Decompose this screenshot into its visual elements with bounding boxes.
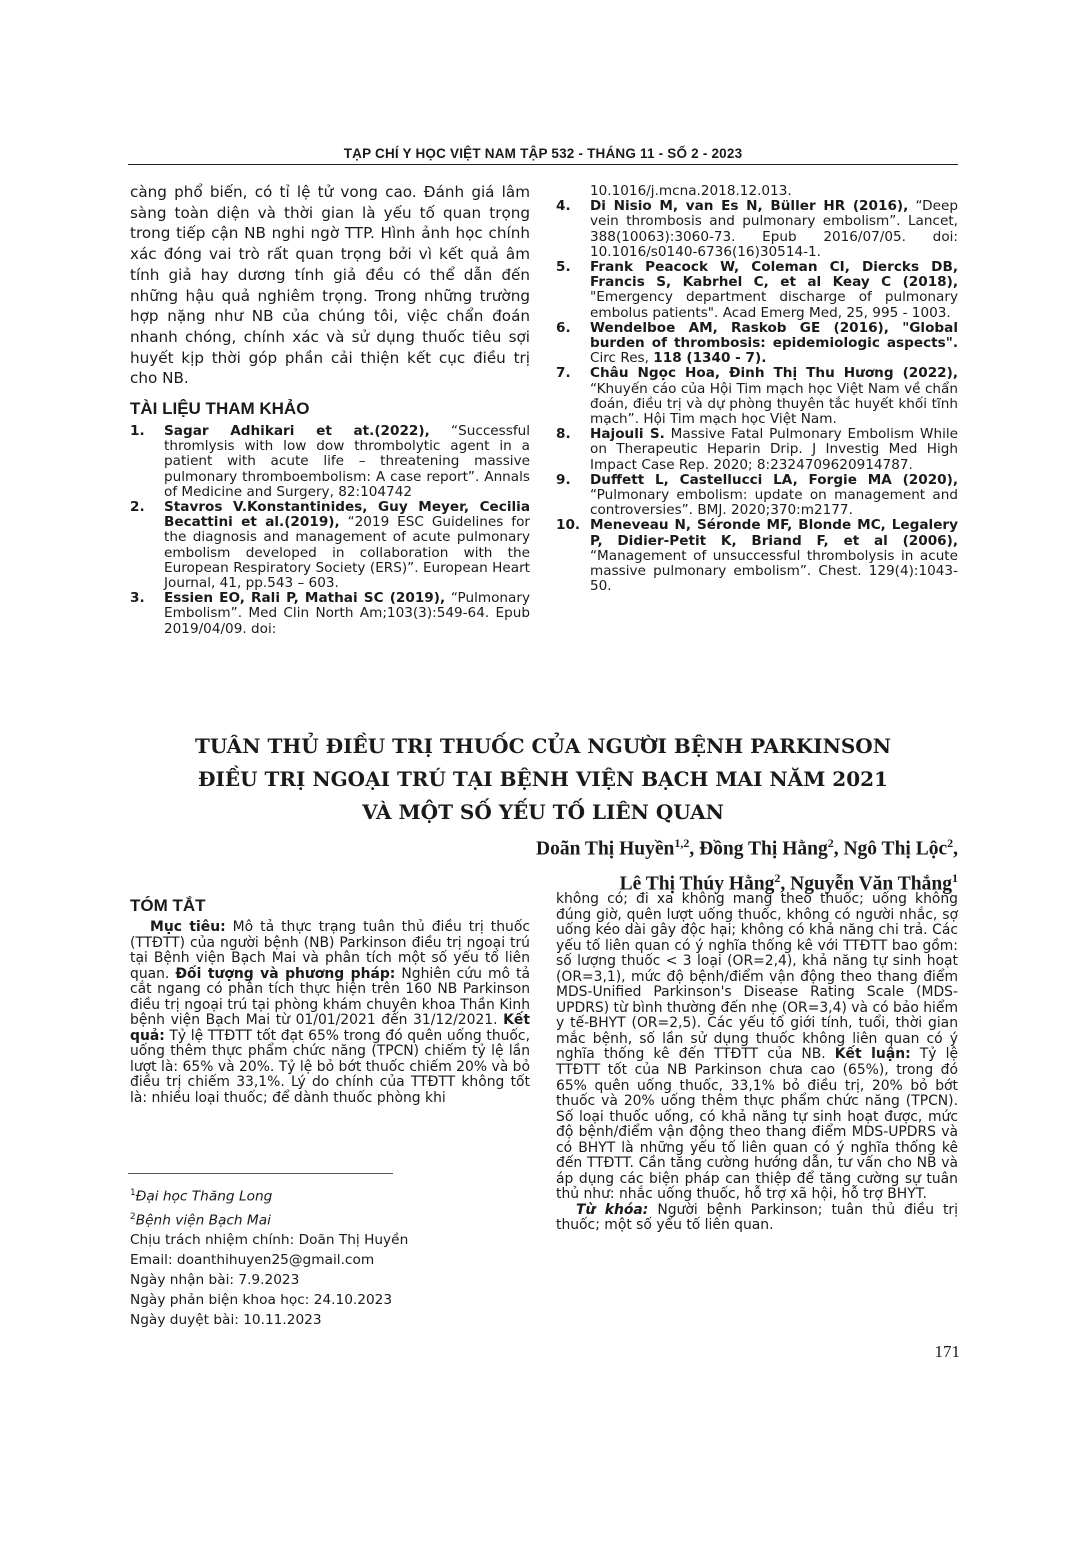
reviewed-date: Ngày phản biện khoa học: 24.10.2023 bbox=[130, 1292, 393, 1309]
article-title-line: ĐIỀU TRỊ NGOẠI TRÚ TẠI BỆNH VIỆN BẠCH MAI NĂM 2021 bbox=[198, 767, 888, 791]
abstract-body: Mục tiêu: Mô tả thực trạng tuân thủ điều trị thuốc (TTĐTT) của người bệnh (NB) Parkinson điều trị ngoại trú tại Bệnh viện Bạch Mai và phân tích một số yếu tố liên quan. Đối tượng và phương pháp: Nghiên cứu mô tả cắt ngang có phân tích thực hiện trên 160 NB Parkinson điều trị ngoại trú tại phòng khám chuyên khoa Thần Kinh bệnh viện Bạch Mai từ 01/01/2021 đến 31/12/2021. Kết quả: Tỷ lệ TTĐTT tốt đạt 65% trong đó quên uống thuốc, uống thêm thực phẩm chức năng (TPCN) chiếm tỷ lệ lần lượt là: 65% và 20%. Tỷ lệ bỏ bớt thuốc chiếm 20% và bỏ điều trị chiếm 33,1%. Lý do chính của TTĐTT không tốt là: nhiều loại thuốc; để dành thuốc phòng khi bbox=[130, 919, 530, 1107]
page-number: 171 bbox=[934, 1342, 960, 1361]
affiliation-1: Đại học Thăng Long bbox=[135, 1188, 273, 1205]
abstract-title: TÓM TẮT bbox=[130, 896, 206, 915]
reference-item: 7. Châu Ngọc Hoa, Đinh Thị Thu Hương (2022), “Khuyến cáo của Hội Tim mạch học Việt Nam về chẩn đoán, điều trị và dự phòng thuyên tắc huyết khối tĩnh mạch”. Hội Tim mạch học Việt Nam. bbox=[556, 365, 958, 428]
intro-paragraph: càng phổ biến, có tỉ lệ tử vong cao. Đánh giá lâm sàng toàn diện và thời gian là yếu tố quan trọng trong tiếp cận NB nghi ngờ TTP. Hình ảnh học chính xác đóng vai trò rất quan trọng bởi vì kết quả âm tính giả hay dương tính giả đều có thể dẫn đến những hậu quả nghiêm trọng. Trong những trường hợp nặng như NB của chúng tôi, việc chẩn đoán nhanh chóng, chính xác và sử dụng thuốc tiêu sợi huyết kịp thời góp phần cải thiện kết cục điều trị cho NB. bbox=[130, 183, 530, 388]
reference-item: 4. Di Nisio M, van Es N, Büller HR (2016), “Deep vein thrombosis and pulmonary embolism”. Lancet, 388(10063):3060-73. Epub 2016/07/05. doi: 10.1016/s0140-6736(16)30514-1. bbox=[556, 198, 958, 260]
references-list-left bbox=[130, 424, 530, 637]
references-title: TÀI LIỆU THAM KHẢO bbox=[130, 399, 310, 419]
abstract-body-continued: không có; đi xa không mang theo thuốc; uống không đúng giờ, quên lượt uống thuốc, không có người nhắc, sợ uống kéo dài gây độc hại; không có khả năng chi trả. Các yếu tố liên quan có ý nghĩa thống kê với TTĐTT bao gồm: số lượng thuốc < 3 loại (OR=2,4), khả năng tự sinh hoạt (OR=3,1), mức độ bệnh/điểm vận động theo thang điểm MDS-Unified Parkinson's Disease Rating Scale (MDS-UPDRS) từ bình thường đến nhẹ (OR=3,4) và có bảo hiểm y tế-BHYT (OR=2,5). Các yếu tố giới tính, tuổi, thời gian mắc bệnh, số lần sử dụng thuốc không liên quan có ý nghĩa thống kê đến TTĐTT của NB. Kết luận: Tỷ lệ TTĐTT tốt của NB Parkinson chưa cao (65%), trong đó 65% quên uống thuốc, 33,1% bỏ điều trị, 20% bỏ bớt thuốc và 20% uống thêm thực phẩm chức năng (TPCN). Số loại thuốc uống, có khả năng tự sinh hoạt được, mức độ bệnh/điểm vận động theo thang điểm MDS-UPDRS và có BHYT là những yếu tố liên quan có ý nghĩa thống kê đến TTĐTT. Cần tăng cường hướng dẫn, tư vấn cho NB và áp dụng các biện pháp can thiệp để tăng cường sự tuân thủ như: nhắc uống thuốc, hỗ trợ xã hội, hỗ trợ BHYT. Từ khóa: Người bệnh Parkinson; tuân thủ điều trị thuốc; một số yếu tố liên quan. bbox=[556, 891, 958, 1234]
footnote-rule bbox=[128, 1173, 393, 1174]
received-date: Ngày nhận bài: 7.9.2023 bbox=[130, 1272, 300, 1289]
left-column-top bbox=[130, 182, 530, 637]
author-name: Lê Thị Thúy Hằng bbox=[619, 873, 775, 894]
article-title-line: VÀ MỘT SỐ YẾU TỐ LIÊN QUAN bbox=[362, 800, 724, 824]
article-title bbox=[130, 730, 956, 829]
abstract-keywords-label: Từ khóa: bbox=[576, 1201, 649, 1218]
reference-item: 1. Sagar Adhikari et at.(2022), “Successful thromlysis with low dow thrombolytic agent in a patient with acute life – threatening massive pulmonary thromboembolism: A case report”. Annals of Medicine and Surgery, 82:104742 bbox=[130, 423, 530, 500]
reference-item: 2. Stavros V.Konstantinides, Guy Meyer, Cecilia Becattini et al.(2019), “2019 ESC Guidelines for the diagnosis and management of acute pulmonary embolism developed in collaboration with the European Respiratory Society (ERS)”. European Heart Journal, 41, pp.543 – 603. bbox=[130, 499, 530, 592]
affiliation-2: Bệnh viện Bạch Mai bbox=[135, 1212, 271, 1229]
author-list: Doãn Thị Huyền$^{1,2}$, Đồng Thị Hằng$^2$, Ngô Thị Lộc$^2$, Lê Thị Thúy Hằng$^2$, Nguyễn Văn Thắng$^1$ bbox=[535, 836, 958, 894]
abstract-results-label: Kết quả: bbox=[130, 1012, 530, 1044]
author-name: Đồng Thị Hằng bbox=[699, 838, 828, 860]
header-rule bbox=[128, 164, 958, 165]
reference-item: 8. Hajouli S. Massive Fatal Pulmonary Embolism While on Therapeutic Heparin Drip. J Investig Med High Impact Case Rep. 2020; 8:2324709620914787. bbox=[556, 426, 959, 473]
article-title-line: TUÂN THỦ ĐIỀU TRỊ THUỐC CỦA NGƯỜI BỆNH PARKINSON bbox=[194, 734, 892, 758]
abstract-objective-label: Mục tiêu: bbox=[150, 919, 226, 935]
reference-item: 5. Frank Peacock W, Coleman CI, Diercks DB, Francis S, Kabrhel C, et al Keay C (2018), "Emergency department discharge of pulmonary embolus patients". Acad Emerg Med, 25, 995 - 1003. bbox=[556, 259, 958, 321]
author-name: Ngô Thị Lộc bbox=[843, 838, 948, 860]
approved-date: Ngày duyệt bài: 10.11.2023 bbox=[130, 1312, 322, 1329]
reference-item: 10.1016/j.mcna.2018.12.013. bbox=[590, 183, 792, 199]
footnotes: $^1$Đại học Thăng Long $^2$Bệnh viện Bạch Mai Chịu trách nhiệm chính: Doãn Thị Huyền Email: doanthihuyen25@gmail.com Ngày nhận bài: 7.9.2023 Ngày phản biện khoa học: 24.10.2023 Ngày duyệt bài: 10.11.2023 bbox=[130, 1183, 530, 1330]
reference-item: 9. Duffett L, Castellucci LA, Forgie MA (2020), “Pulmonary embolism: update on management and controversies”. BMJ. 2020;370:m2177. bbox=[556, 471, 958, 519]
email: Email: doanthihuyen25@gmail.com bbox=[130, 1252, 375, 1269]
abstract-conclusion-label: Kết luận: bbox=[834, 1046, 911, 1063]
author-name: Doãn Thị Huyền bbox=[535, 838, 675, 860]
reference-item: 3. Essien EO, Rali P, Mathai SC (2019), “Pulmonary Embolism”. Med Clin North Am;103(3):549-64. Epub 2019/04/09. doi: bbox=[130, 590, 530, 637]
author-name: Nguyễn Văn Thắng bbox=[790, 873, 952, 894]
journal-header: TẠP CHÍ Y HỌC VIỆT NAM TẬP 532 - THÁNG 11 - SỐ 2 - 2023 bbox=[343, 146, 743, 161]
abstract-methods-label: Đối tượng và phương pháp: bbox=[175, 965, 396, 982]
references-list-right bbox=[556, 184, 958, 594]
reference-item: 10. Meneveau N, Séronde MF, Blonde MC, Legalery P, Didier-Petit K, Briand F, et al (2006), “Management of unsuccessful thrombolysis in acute massive pulmonary embolism”. Chest. 129(4):1043-50. bbox=[556, 517, 958, 595]
reference-item: 6. Wendelboe AM, Raskob GE (2016), "Global burden of thrombosis: epidemiologic aspects". Circ Res, 118 (1340 - 7). bbox=[556, 319, 958, 367]
responsible-author: Chịu trách nhiệm chính: Doãn Thị Huyền bbox=[130, 1232, 409, 1249]
